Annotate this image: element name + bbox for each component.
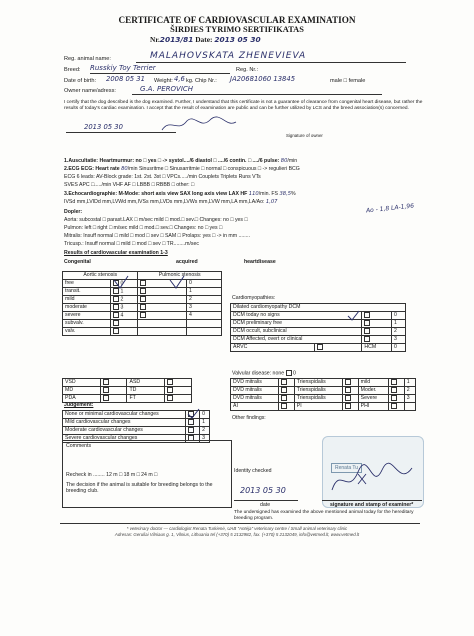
other-findings: Other findings:	[232, 415, 266, 421]
comments-label: Comments	[66, 443, 92, 449]
table-row	[231, 403, 416, 411]
aortic-row-label: free	[63, 280, 111, 288]
table-row	[231, 312, 406, 320]
table-row	[63, 427, 210, 435]
echo-la-ao-value: 1,07	[265, 199, 278, 205]
examiner-signature	[328, 460, 418, 500]
pulmonic-num: 0	[187, 280, 222, 288]
signature-label: signature and stamp of examiner*	[330, 502, 414, 508]
recheck-text: Recheck in ........ 12 m □ 18 m □ 24 m □	[66, 472, 158, 478]
breed-value: Russkiy Toy Terrier	[90, 64, 156, 72]
sex-label: male □ female	[330, 78, 366, 84]
grade-num: 2	[404, 387, 415, 395]
certificate-title: CERTIFICATE OF CARDIOVASCULAR EXAMINATION	[118, 15, 356, 25]
tri-label: Trienspidalis	[294, 395, 342, 403]
echo-ivsd: IVSd	[64, 199, 76, 205]
dcm-num: 0	[392, 312, 406, 320]
echo-fs-unit: %	[291, 191, 296, 197]
breed-line	[90, 73, 230, 74]
arvc-label: ARVC	[231, 344, 315, 352]
reg-name-value: MALAHOVSKATA ZHENEVIEVA	[150, 51, 307, 61]
echo-hf-value: 110	[248, 191, 259, 197]
dcm-num: 2	[392, 328, 406, 336]
aortic-row-label: moderate	[63, 304, 111, 312]
chip-label: kg. Chip Nr.:	[186, 78, 217, 84]
mitralis-line: Mitralis: Insuff normal □ mild □ mod □ sev □ SAM □ Prolaps: yes □ -> in mm ........	[64, 233, 251, 239]
valvular-table	[230, 378, 416, 411]
aortic-title: Aortic stenosis	[63, 272, 138, 280]
signature-line	[322, 500, 422, 501]
ecg-line-1	[64, 166, 300, 172]
date-label: Date:	[195, 35, 213, 44]
ecg-line-2: ECG 6 leads: AV-Block grade: 1st. 2st. 3st □ VPCs...../min Couplets Triplets Runs VTs	[64, 174, 261, 180]
judgement-check-mark	[186, 408, 202, 420]
judgement-num: 3	[200, 435, 210, 443]
echo-ao-note: Ao - 1,8 LA-1,96	[365, 202, 415, 215]
weight-label: Weight:	[154, 78, 173, 84]
shunt-label-2: TD	[127, 387, 165, 395]
shunt-label: VSD	[63, 379, 101, 387]
pulse-unit: /min	[287, 158, 298, 164]
reg-name-label: Reg. animal name:	[64, 56, 111, 62]
dcm-title: Dilated cardiomyopathy DCM	[231, 304, 406, 312]
nr-value: 2013/81	[159, 35, 194, 44]
ecg-text: /min Sinusritme □ Sinusarritmie □ normal □ conspicuous □ -> regulieri BCG	[127, 166, 300, 172]
pulmonic-num: 3	[187, 304, 222, 312]
doppler-label: Dopler:	[64, 209, 83, 215]
pulmon-line: Pulmon: left □ right □ m/sec mild □ mod.□ sev.□ Changes: no □ yes □	[64, 225, 223, 231]
dcm-row-label: DCM today no signs	[231, 312, 362, 320]
echo-label: 3.Echocardiographie: M-Mode: short axis view SAX long axis view LAX HF	[64, 191, 248, 197]
echo-fs-label: /min. FS	[258, 191, 279, 197]
table-row	[231, 320, 406, 328]
owner-signature-label: Signature of owner	[286, 133, 323, 138]
aortic-row-label: transit.	[63, 288, 111, 296]
owner-signature-date: 2013 05 30	[84, 123, 123, 131]
congenital-label: Congenital	[64, 259, 91, 265]
pulse-value: 80	[280, 158, 288, 164]
owner-value: G.A. PEROVICH	[140, 85, 194, 93]
nr-label: Nr.	[150, 35, 160, 44]
identity-date-value: 2013 05 30	[240, 486, 286, 495]
shunts-table	[62, 378, 192, 403]
judgement-num: 2	[200, 427, 210, 435]
judgement-row-label: Severe cardiovascular changes	[63, 435, 186, 443]
judgement-row-label: None or minimal cardiovascular changes	[63, 411, 186, 419]
stamp-text: Renata Tu	[331, 463, 362, 473]
ecg-label: 2.ECG ECG: Heart rate	[64, 166, 120, 172]
table-row	[231, 328, 406, 336]
tri-label: Trienspidalis	[294, 387, 342, 395]
table-row	[231, 344, 406, 352]
weight-value: 4,6	[174, 75, 185, 83]
hcm-num: 0	[392, 344, 406, 352]
footer-rule	[60, 523, 420, 524]
dob-value: 2008 05 31	[106, 75, 145, 83]
identity-label: Identity checked	[234, 468, 272, 474]
dcm-num: 3	[392, 336, 406, 344]
grade-label: Moder.	[358, 387, 388, 395]
table-row	[63, 379, 192, 387]
aortic-row-label: mild	[63, 296, 111, 304]
shunt-label-2: ASD	[127, 379, 165, 387]
certificate-subtitle: ŠIRDIES TYRIMO SERTIFIKATAS	[170, 25, 304, 34]
judgement-row-label: Moderate cardiovascular changes	[63, 427, 186, 435]
shunt-label-2: FT	[127, 395, 165, 403]
acquired-label: acquired	[176, 259, 198, 265]
echo-line-2	[64, 199, 277, 205]
tri-label: Trienspidalis	[294, 379, 342, 387]
pi-label: PI	[294, 403, 342, 411]
dcm-row-label: DCM Affected, overt or clinical	[231, 336, 362, 344]
judgement-num: 0	[200, 411, 210, 419]
tricusp-line: Tricusp.: Insuff normal □ mild □ mod □ sev □ TR........m/sec	[64, 241, 199, 247]
heartdisease-label: heartdisease	[244, 259, 276, 265]
dvd-label: DVD mitralis	[231, 379, 279, 387]
identity-note: The undersigned has examined the above mentioned animal today for the hereditary breeding program.	[234, 510, 414, 521]
chip-value: JA20681060 13845	[230, 75, 296, 83]
dvd-label: DVD mitralis	[231, 395, 279, 403]
breed-label: Breed:	[64, 67, 81, 73]
aortic-num: 1	[111, 288, 138, 296]
grade-num: 3	[404, 395, 415, 403]
hcm-label: HCM	[362, 344, 392, 352]
judgement-num: 1	[200, 419, 210, 427]
pulmonic-title: Pulmonic stenosis	[138, 272, 222, 280]
table-row	[231, 387, 416, 395]
valvular-none-num: 0	[293, 370, 296, 377]
table-row	[231, 336, 406, 344]
results-title: Results of cardiovascular examination 1-3	[64, 250, 168, 256]
phi-label: PHI	[358, 403, 388, 411]
dcm-check-mark	[346, 310, 362, 322]
shunt-label: MD	[63, 387, 101, 395]
valvular-title	[232, 370, 296, 377]
ecg-line-3: SVES APC □...../min VHF AF □ LBBB □ RBBB □ other: □	[64, 182, 195, 188]
shunt-label: PDA	[63, 395, 101, 403]
aortic-row-label: severe	[63, 312, 111, 320]
table-row	[231, 379, 416, 387]
owner-signature-line	[66, 132, 176, 133]
echo-line-1	[64, 191, 296, 197]
suitable-text: The decision if the animal is suitable for breeding belongs to the breeding club.	[66, 482, 213, 495]
identity-date-label: date	[260, 502, 271, 508]
aorta-line: Aorta: subcostal □ parast.LAX □ m/sec mild □ mod.□ sev.□ Changes: no □ yes □	[64, 217, 248, 223]
dob-label: Date of birth:	[64, 78, 97, 84]
aortic-num: 2	[111, 296, 138, 304]
aortic-row-label: subvalv.	[63, 320, 111, 328]
echo-measurements: mm,LVIDd mm,LVWd mm,IVSs mm,LVDs mm,LVWs mm,LVW mm,LA mm,LA/Ao:	[76, 199, 265, 205]
dvd-label: DVD mitralis	[231, 387, 279, 395]
certificate-number-date	[150, 35, 261, 44]
echo-fs-value: 38,5	[279, 191, 292, 197]
grade-label: Severe	[358, 395, 388, 403]
aortic-num: 0	[111, 280, 138, 288]
judgement-row-label: Mild cardiovascular changes	[63, 419, 186, 427]
ecg-rate-value: 80	[121, 166, 128, 172]
pulmonic-num: 1	[187, 288, 222, 296]
ai-label: AI	[231, 403, 279, 411]
cardiomyopathies-table	[230, 303, 406, 352]
pulmonic-num: 4	[187, 312, 222, 320]
footer-line-2: Adresas: Geruliai Vilniaus g. 1, Vilnius, Lithuania tel (+370) 5 2132982, fax. (+370) 5 2132049, info@vetmed.lt, www.vetmed.lt	[114, 532, 360, 537]
dcm-row-label: DCM occult, subclinical	[231, 328, 362, 336]
aortic-num: 4	[111, 312, 138, 320]
owner-label: Owner name/adress:	[64, 88, 116, 94]
valvular-title-text: Valvular disease: none	[232, 370, 285, 377]
cardiomyopathies-title: Cardiomyopathies:	[232, 295, 276, 301]
declaration-text: I certify that the dog described is the dog examined. Further, I understand that this certificate is not a guarantee of clearance from congenital heart disease, but rather the results of today's cardiac examination. I accept that the result of examination are public and can be further utilized by LCS and the breed association(s) concerned.	[64, 100, 423, 111]
dcm-row-label: DCM preliminary free	[231, 320, 362, 328]
reg-nr-label: Reg. Nr.:	[236, 67, 259, 73]
grade-label: mild	[358, 379, 388, 387]
pulmonic-num: 2	[187, 296, 222, 304]
dcm-num: 1	[392, 320, 406, 328]
table-row	[231, 395, 416, 403]
date-value: 2013 05 30	[214, 35, 261, 44]
aortic-num: 3	[111, 304, 138, 312]
footer-line-1: * veterinary doctor — cardiologist Renata Turkienė, UAB "Antėja" veterinary centre / Small animal veterinary clinic	[126, 526, 348, 531]
judgement-title: Judgement:	[64, 402, 94, 408]
reg-name-line	[136, 62, 406, 63]
grade-num: 1	[404, 379, 415, 387]
auscultation-line	[64, 158, 297, 164]
owner-line	[132, 94, 382, 95]
table-row	[63, 387, 192, 395]
identity-date-line	[234, 500, 298, 501]
auscultation-text: 1.Auscultatie: Heartmurmur: no □ yes □ -> systol..../6 diastol □ ..../6 contin. □ ..../6 pulse:	[64, 158, 280, 164]
stenosis-check-marks	[80, 270, 210, 330]
aortic-row-label: valv.	[63, 328, 111, 336]
